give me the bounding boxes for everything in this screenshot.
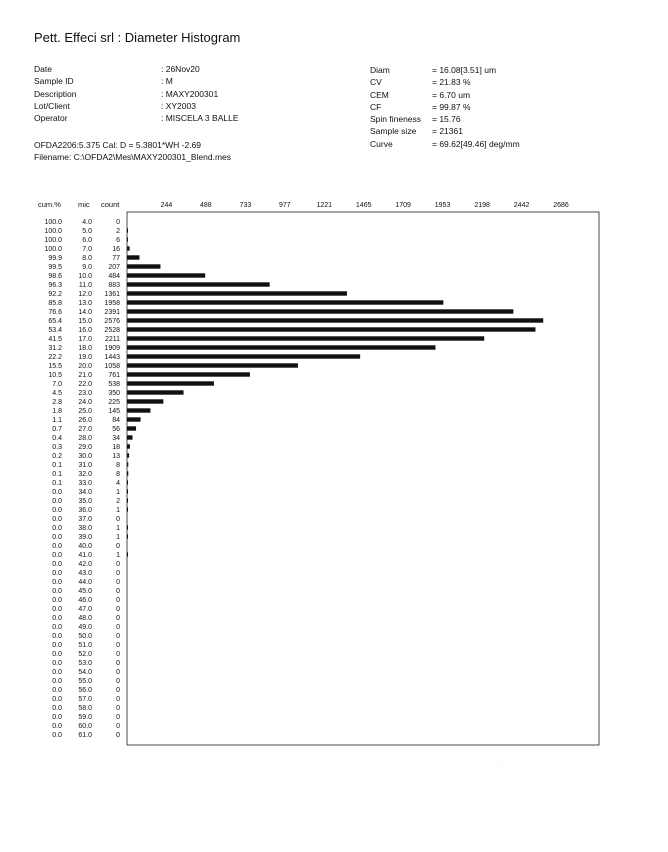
mic-label: 20.0 bbox=[78, 363, 92, 370]
count-label: 0 bbox=[116, 660, 120, 667]
cum-percent-label: 76.6 bbox=[48, 309, 62, 316]
mic-label: 13.0 bbox=[78, 300, 92, 307]
mic-label: 6.0 bbox=[82, 237, 92, 244]
header-cum: cum.% bbox=[38, 200, 61, 209]
cum-percent-label: 1.8 bbox=[52, 408, 62, 415]
stat-label: Diam bbox=[370, 65, 390, 75]
mic-label: 43.0 bbox=[78, 570, 92, 577]
x-tick-label: 733 bbox=[239, 202, 252, 209]
histogram-bar bbox=[127, 453, 129, 457]
histogram-bar bbox=[127, 399, 163, 403]
cum-percent-label: 0.0 bbox=[52, 624, 62, 631]
histogram-bar bbox=[127, 345, 435, 349]
mic-label: 30.0 bbox=[78, 453, 92, 460]
meta-label: Operator bbox=[34, 113, 68, 124]
mic-label: 47.0 bbox=[78, 606, 92, 613]
cum-percent-label: 0.0 bbox=[52, 588, 62, 595]
stat-label: Curve bbox=[370, 138, 393, 149]
count-label: 350 bbox=[108, 390, 120, 397]
count-label: 1 bbox=[116, 534, 120, 541]
mic-label: 58.0 bbox=[78, 705, 92, 712]
histogram-bar bbox=[127, 363, 298, 367]
count-label: 0 bbox=[116, 516, 120, 523]
x-tick-label: 1709 bbox=[395, 202, 411, 209]
mic-label: 15.0 bbox=[78, 318, 92, 325]
mic-label: 23.0 bbox=[78, 390, 92, 397]
count-label: 8 bbox=[116, 462, 120, 469]
cum-percent-label: 10.5 bbox=[48, 372, 62, 379]
count-label: 0 bbox=[116, 633, 120, 640]
mic-label: 52.0 bbox=[78, 651, 92, 658]
stat-label: Sample size bbox=[370, 126, 417, 137]
histogram-bar bbox=[127, 390, 184, 394]
count-label: 18 bbox=[112, 444, 120, 451]
histogram-bar bbox=[127, 507, 128, 511]
cum-percent-label: 31.2 bbox=[48, 345, 62, 352]
cum-percent-label: 0.2 bbox=[52, 453, 62, 460]
mic-label: 53.0 bbox=[78, 660, 92, 667]
histogram-bar bbox=[127, 534, 128, 538]
mic-label: 38.0 bbox=[78, 525, 92, 532]
count-label: 84 bbox=[112, 417, 120, 424]
count-label: 8 bbox=[116, 471, 120, 478]
x-tick-label: 2686 bbox=[553, 202, 569, 209]
cum-percent-label: 0.0 bbox=[52, 552, 62, 559]
cum-percent-label: 0.0 bbox=[52, 723, 62, 730]
mic-label: 49.0 bbox=[78, 624, 92, 631]
mic-label: 4.0 bbox=[82, 219, 92, 226]
count-label: 34 bbox=[112, 435, 120, 442]
count-label: 1058 bbox=[104, 363, 120, 370]
mic-label: 11.0 bbox=[78, 282, 92, 289]
cum-percent-label: 100.0 bbox=[44, 219, 62, 226]
cum-percent-label: 0.0 bbox=[52, 642, 62, 649]
cum-percent-label: 0.0 bbox=[52, 678, 62, 685]
cum-percent-label: 0.0 bbox=[52, 525, 62, 532]
mic-label: 44.0 bbox=[78, 579, 92, 586]
cum-percent-label: 0.7 bbox=[52, 426, 62, 433]
cum-percent-label: 15.5 bbox=[48, 363, 62, 370]
count-label: 2576 bbox=[104, 318, 120, 325]
mic-label: 35.0 bbox=[78, 498, 92, 505]
mic-label: 29.0 bbox=[78, 444, 92, 451]
count-label: 1 bbox=[116, 525, 120, 532]
mic-label: 21.0 bbox=[78, 372, 92, 379]
histogram-bar bbox=[127, 417, 141, 421]
cum-percent-label: 0.0 bbox=[52, 714, 62, 721]
mic-label: 19.0 bbox=[78, 354, 92, 361]
histogram-bar bbox=[127, 552, 128, 556]
meta-value: : MISCELA 3 BALLE bbox=[161, 113, 239, 124]
cum-percent-label: 85.8 bbox=[48, 300, 62, 307]
stat-value: = 16.08[3.51] um bbox=[432, 65, 497, 75]
cum-percent-label: 1.1 bbox=[52, 417, 62, 424]
cum-percent-label: 98.6 bbox=[48, 273, 62, 280]
count-label: 0 bbox=[116, 732, 120, 739]
stat-value: = 99.87 % bbox=[432, 101, 471, 112]
histogram-bar bbox=[127, 318, 543, 322]
stat-value: = 15.76 bbox=[432, 114, 461, 125]
cum-percent-label: 0.0 bbox=[52, 498, 62, 505]
mic-label: 39.0 bbox=[78, 534, 92, 541]
histogram-bar bbox=[127, 525, 128, 529]
count-label: 1 bbox=[116, 507, 120, 514]
count-label: 761 bbox=[108, 372, 120, 379]
mic-label: 54.0 bbox=[78, 669, 92, 676]
histogram-bar bbox=[127, 255, 139, 259]
mic-label: 32.0 bbox=[78, 471, 92, 478]
cum-percent-label: 2.8 bbox=[52, 399, 62, 406]
histogram-bar bbox=[127, 381, 214, 385]
mic-label: 34.0 bbox=[78, 489, 92, 496]
cum-percent-label: 0.3 bbox=[52, 444, 62, 451]
count-label: 2391 bbox=[104, 309, 120, 316]
histogram-bar bbox=[127, 300, 443, 304]
count-label: 6 bbox=[116, 237, 120, 244]
count-label: 77 bbox=[112, 255, 120, 262]
page-title: Pett. Effeci srl : Diameter Histogram bbox=[34, 30, 241, 45]
histogram-bar bbox=[127, 480, 128, 484]
cum-percent-label: 0.0 bbox=[52, 732, 62, 739]
cum-percent-label: 0.4 bbox=[52, 435, 62, 442]
count-label: 0 bbox=[116, 723, 120, 730]
count-label: 0 bbox=[116, 561, 120, 568]
x-tick-label: 244 bbox=[160, 202, 173, 209]
stat-label: Spin fineness bbox=[370, 114, 422, 125]
meta-label: Date bbox=[34, 64, 52, 74]
count-label: 1909 bbox=[104, 345, 120, 352]
cum-percent-label: 53.4 bbox=[48, 327, 62, 334]
mic-label: 42.0 bbox=[78, 561, 92, 568]
count-label: 0 bbox=[116, 615, 120, 622]
cum-percent-label: 22.2 bbox=[48, 354, 62, 361]
mic-label: 12.0 bbox=[78, 291, 92, 298]
count-label: 0 bbox=[116, 678, 120, 685]
cum-percent-label: 0.0 bbox=[52, 705, 62, 712]
stat-value: = 6.70 um bbox=[432, 89, 471, 100]
count-label: 207 bbox=[108, 264, 120, 271]
meta-value: : XY2003 bbox=[161, 100, 196, 111]
cum-percent-label: 96.3 bbox=[48, 282, 62, 289]
cum-percent-label: 0.0 bbox=[52, 615, 62, 622]
cum-percent-label: 0.0 bbox=[52, 507, 62, 514]
count-label: 13 bbox=[112, 453, 120, 460]
cum-percent-label: 0.0 bbox=[52, 579, 62, 586]
cum-percent-label: 0.1 bbox=[52, 471, 62, 478]
histogram-bar bbox=[127, 336, 484, 340]
count-label: 0 bbox=[116, 651, 120, 658]
cum-percent-label: 65.4 bbox=[48, 318, 62, 325]
cum-percent-label: 0.0 bbox=[52, 660, 62, 667]
mic-label: 22.0 bbox=[78, 381, 92, 388]
cum-percent-label: 100.0 bbox=[44, 246, 62, 253]
mic-label: 50.0 bbox=[78, 633, 92, 640]
meta-value: : MAXY200301 bbox=[161, 88, 219, 99]
histogram-bar bbox=[127, 309, 513, 313]
histogram-bar bbox=[127, 246, 130, 250]
x-tick-label: 1953 bbox=[434, 202, 451, 209]
count-label: 2 bbox=[116, 228, 120, 235]
mic-label: 18.0 bbox=[78, 345, 92, 352]
mic-label: 60.0 bbox=[78, 723, 92, 730]
histogram-bar bbox=[127, 462, 128, 466]
mic-label: 16.0 bbox=[78, 327, 92, 334]
stat-value: = 21361 bbox=[432, 126, 463, 137]
mic-label: 59.0 bbox=[78, 714, 92, 721]
cum-percent-label: 4.5 bbox=[52, 390, 62, 397]
histogram-bar bbox=[127, 489, 128, 493]
mic-label: 41.0 bbox=[78, 552, 92, 559]
count-label: 1958 bbox=[104, 300, 120, 307]
mic-label: 17.0 bbox=[78, 336, 92, 343]
cum-percent-label: 7.0 bbox=[52, 381, 62, 388]
cum-percent-label: 0.0 bbox=[52, 669, 62, 676]
header-count: count bbox=[101, 200, 120, 209]
stat-value: = 69.62[49.46] deg/mm bbox=[432, 138, 520, 149]
meta-value: : 26Nov20 bbox=[161, 64, 200, 74]
histogram-bar bbox=[127, 273, 205, 277]
x-tick-label: 2198 bbox=[474, 202, 490, 209]
count-label: 1443 bbox=[104, 354, 120, 361]
mic-label: 33.0 bbox=[78, 480, 92, 487]
histogram-bar bbox=[127, 435, 132, 439]
cum-percent-label: 99.9 bbox=[48, 255, 62, 262]
count-label: 0 bbox=[116, 624, 120, 631]
cum-percent-label: 0.0 bbox=[52, 606, 62, 613]
count-label: 0 bbox=[116, 669, 120, 676]
cum-percent-label: 92.2 bbox=[48, 291, 62, 298]
mic-label: 55.0 bbox=[78, 678, 92, 685]
mic-label: 56.0 bbox=[78, 687, 92, 694]
cum-percent-label: 0.0 bbox=[52, 534, 62, 541]
cum-percent-label: 0.0 bbox=[52, 570, 62, 577]
meta-label: Lot/Client bbox=[34, 100, 70, 111]
count-label: 0 bbox=[116, 642, 120, 649]
stat-label: CV bbox=[370, 77, 382, 88]
mic-label: 8.0 bbox=[82, 255, 92, 262]
x-tick-label: 1465 bbox=[355, 202, 372, 209]
cum-percent-label: 100.0 bbox=[44, 237, 62, 244]
mic-label: 45.0 bbox=[78, 588, 92, 595]
meta-value: : M bbox=[161, 76, 173, 87]
mic-label: 14.0 bbox=[78, 309, 92, 316]
x-tick-label: 2442 bbox=[513, 202, 530, 209]
histogram-bar bbox=[127, 291, 347, 295]
histogram-bar bbox=[127, 426, 136, 430]
stat-label: CEM bbox=[370, 89, 389, 100]
histogram-bar bbox=[127, 282, 270, 286]
cum-percent-label: 0.0 bbox=[52, 597, 62, 604]
count-label: 56 bbox=[112, 426, 120, 433]
count-label: 0 bbox=[116, 696, 120, 703]
mic-label: 5.0 bbox=[82, 228, 92, 235]
x-tick-label: 488 bbox=[200, 202, 212, 209]
mic-label: 46.0 bbox=[78, 597, 92, 604]
count-label: 883 bbox=[108, 282, 120, 289]
cum-percent-label: 0.0 bbox=[52, 543, 62, 550]
cum-percent-label: 0.1 bbox=[52, 480, 62, 487]
cum-percent-label: 0.0 bbox=[52, 561, 62, 568]
histogram-bar bbox=[127, 237, 128, 241]
count-label: 0 bbox=[116, 597, 120, 604]
mic-label: 40.0 bbox=[78, 543, 92, 550]
mic-label: 48.0 bbox=[78, 615, 92, 622]
calibration-line: OFDA2206:5.375 Cal: D = 5.3801*WH -2.69 bbox=[34, 140, 202, 150]
cum-percent-label: 0.0 bbox=[52, 633, 62, 640]
mic-label: 25.0 bbox=[78, 408, 92, 415]
count-label: 0 bbox=[116, 579, 120, 586]
header-mic: mic bbox=[78, 200, 90, 209]
meta-label: Sample ID bbox=[34, 76, 74, 87]
histogram-bar bbox=[127, 498, 128, 502]
mic-label: 10.0 bbox=[78, 273, 92, 280]
histogram-bar bbox=[127, 264, 160, 268]
cum-percent-label: 0.0 bbox=[52, 489, 62, 496]
stat-value: = 21.83 % bbox=[432, 77, 471, 88]
mic-label: 27.0 bbox=[78, 426, 92, 433]
count-label: 0 bbox=[116, 705, 120, 712]
count-label: 538 bbox=[108, 381, 120, 388]
count-label: 145 bbox=[108, 408, 120, 415]
histogram-bar bbox=[127, 444, 130, 448]
scan-artifact: · bbox=[498, 764, 500, 770]
cum-percent-label: 0.0 bbox=[52, 516, 62, 523]
count-label: 2211 bbox=[104, 336, 120, 343]
mic-label: 31.0 bbox=[78, 462, 92, 469]
mic-label: 26.0 bbox=[78, 417, 92, 424]
mic-label: 36.0 bbox=[78, 507, 92, 514]
count-label: 1361 bbox=[104, 291, 120, 298]
histogram-bar bbox=[127, 228, 128, 232]
count-label: 0 bbox=[116, 687, 120, 694]
histogram-bar bbox=[127, 372, 250, 376]
mic-label: 57.0 bbox=[78, 696, 92, 703]
count-label: 0 bbox=[116, 606, 120, 613]
cum-percent-label: 41.5 bbox=[48, 336, 62, 343]
mic-label: 24.0 bbox=[78, 399, 92, 406]
histogram-bar bbox=[127, 408, 150, 412]
count-label: 0 bbox=[116, 588, 120, 595]
count-label: 225 bbox=[108, 399, 120, 406]
count-label: 0 bbox=[116, 570, 120, 577]
cum-percent-label: 0.1 bbox=[52, 462, 62, 469]
histogram-bar bbox=[127, 471, 128, 475]
count-label: 0 bbox=[116, 543, 120, 550]
cum-percent-label: 0.0 bbox=[52, 687, 62, 694]
mic-label: 7.0 bbox=[82, 246, 92, 253]
cum-percent-label: 100.0 bbox=[44, 228, 62, 235]
count-label: 2 bbox=[116, 498, 120, 505]
histogram-bar bbox=[127, 327, 535, 331]
count-label: 0 bbox=[116, 714, 120, 721]
cum-percent-label: 99.5 bbox=[48, 264, 62, 271]
histogram-bar bbox=[127, 354, 360, 358]
x-tick-label: 977 bbox=[279, 202, 291, 209]
count-label: 0 bbox=[116, 219, 120, 226]
mic-label: 9.0 bbox=[82, 264, 92, 271]
count-label: 484 bbox=[108, 273, 120, 280]
meta-label: Description bbox=[34, 88, 77, 99]
x-tick-label: 1221 bbox=[316, 202, 333, 209]
mic-label: 51.0 bbox=[78, 642, 92, 649]
count-label: 16 bbox=[112, 246, 120, 253]
mic-label: 28.0 bbox=[78, 435, 92, 442]
mic-label: 61.0 bbox=[78, 732, 92, 739]
count-label: 1 bbox=[116, 552, 120, 559]
cum-percent-label: 0.0 bbox=[52, 696, 62, 703]
mic-label: 37.0 bbox=[78, 516, 92, 523]
cum-percent-label: 0.0 bbox=[52, 651, 62, 658]
count-label: 1 bbox=[116, 489, 120, 496]
stat-label: CF bbox=[370, 101, 382, 112]
count-label: 2528 bbox=[104, 327, 120, 334]
count-label: 4 bbox=[116, 480, 120, 487]
filename-line: Filename: C:\OFDA2\Mes\MAXY200301_Blend.mes bbox=[34, 152, 232, 162]
